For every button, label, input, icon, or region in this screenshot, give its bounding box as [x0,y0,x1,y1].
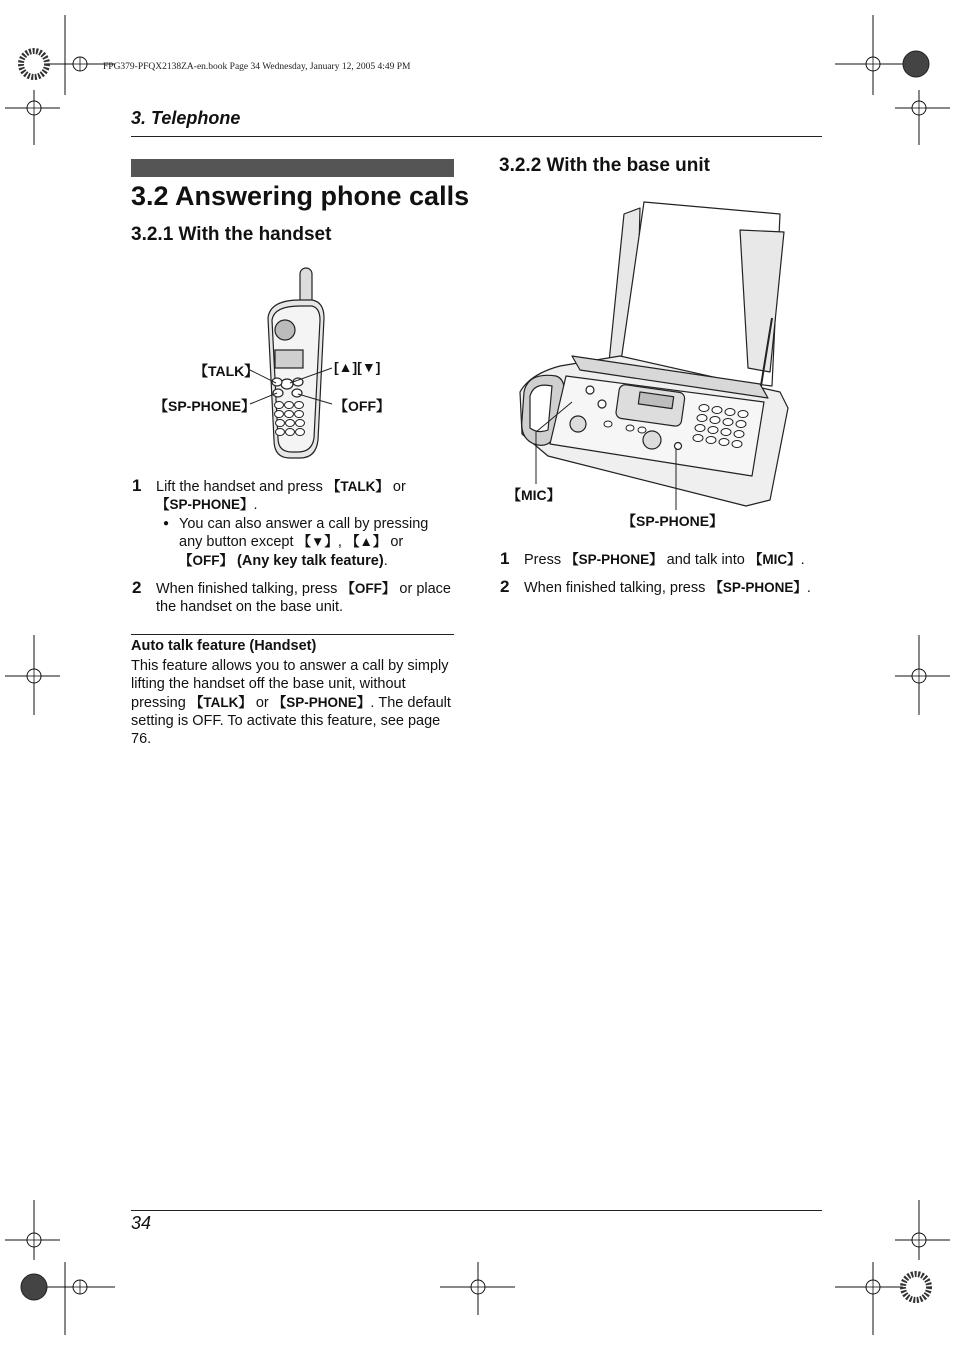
auto-talk-title: Auto talk feature (Handset) [131,638,317,654]
step-number: 1 [500,549,510,568]
auto-talk-text: This feature allows you to answer a call by simply lifting the handset off the base unit, without pressing 【TALK】 or 【SP-PHONE】. The default setting is OFF. To activate this feature, see page 76. [131,658,451,748]
handset-step-1: Lift the handset and press 【TALK】 or 【SP-PHONE】. [156,479,406,514]
running-head: 3. Telephone [131,108,241,128]
step-number: 1 [132,476,142,495]
callout-mic: 【MIC】 [507,487,561,503]
footer-rule [131,1210,822,1211]
step-number: 2 [500,577,510,596]
handset-step-2: When finished talking, press 【OFF】 or place the handset on the base unit. [156,581,451,616]
callout-up-down: [▲][▼] [334,359,381,375]
callout-sp-phone: 【SP-PHONE】 [154,398,256,414]
base-unit-heading: 3.2.2 With the base unit [499,155,710,176]
callout-base-sp-phone: 【SP-PHONE】 [622,513,724,529]
handset-heading: 3.2.1 With the handset [131,224,332,245]
page-number: 34 [131,1213,152,1233]
handset-bullet: ● You can also answer a call by pressing any button except 【▼】, 【▲】 or 【OFF】 (Any key talk feature). [163,516,429,569]
callout-off: 【OFF】 [334,398,390,414]
step-number: 2 [132,578,142,597]
callout-talk: 【TALK】 [194,363,259,379]
file-info: FPG379-PFQX2138ZA-en.book Page 34 Wednesday, January 12, 2005 4:49 PM [103,62,411,72]
page-title: 3.2 Answering phone calls [131,181,470,211]
base-step-2: When finished talking, press 【SP-PHONE】. [524,580,811,596]
base-step-1: Press 【SP-PHONE】 and talk into 【MIC】. [524,552,805,568]
bullet-icon: ● [163,518,170,529]
